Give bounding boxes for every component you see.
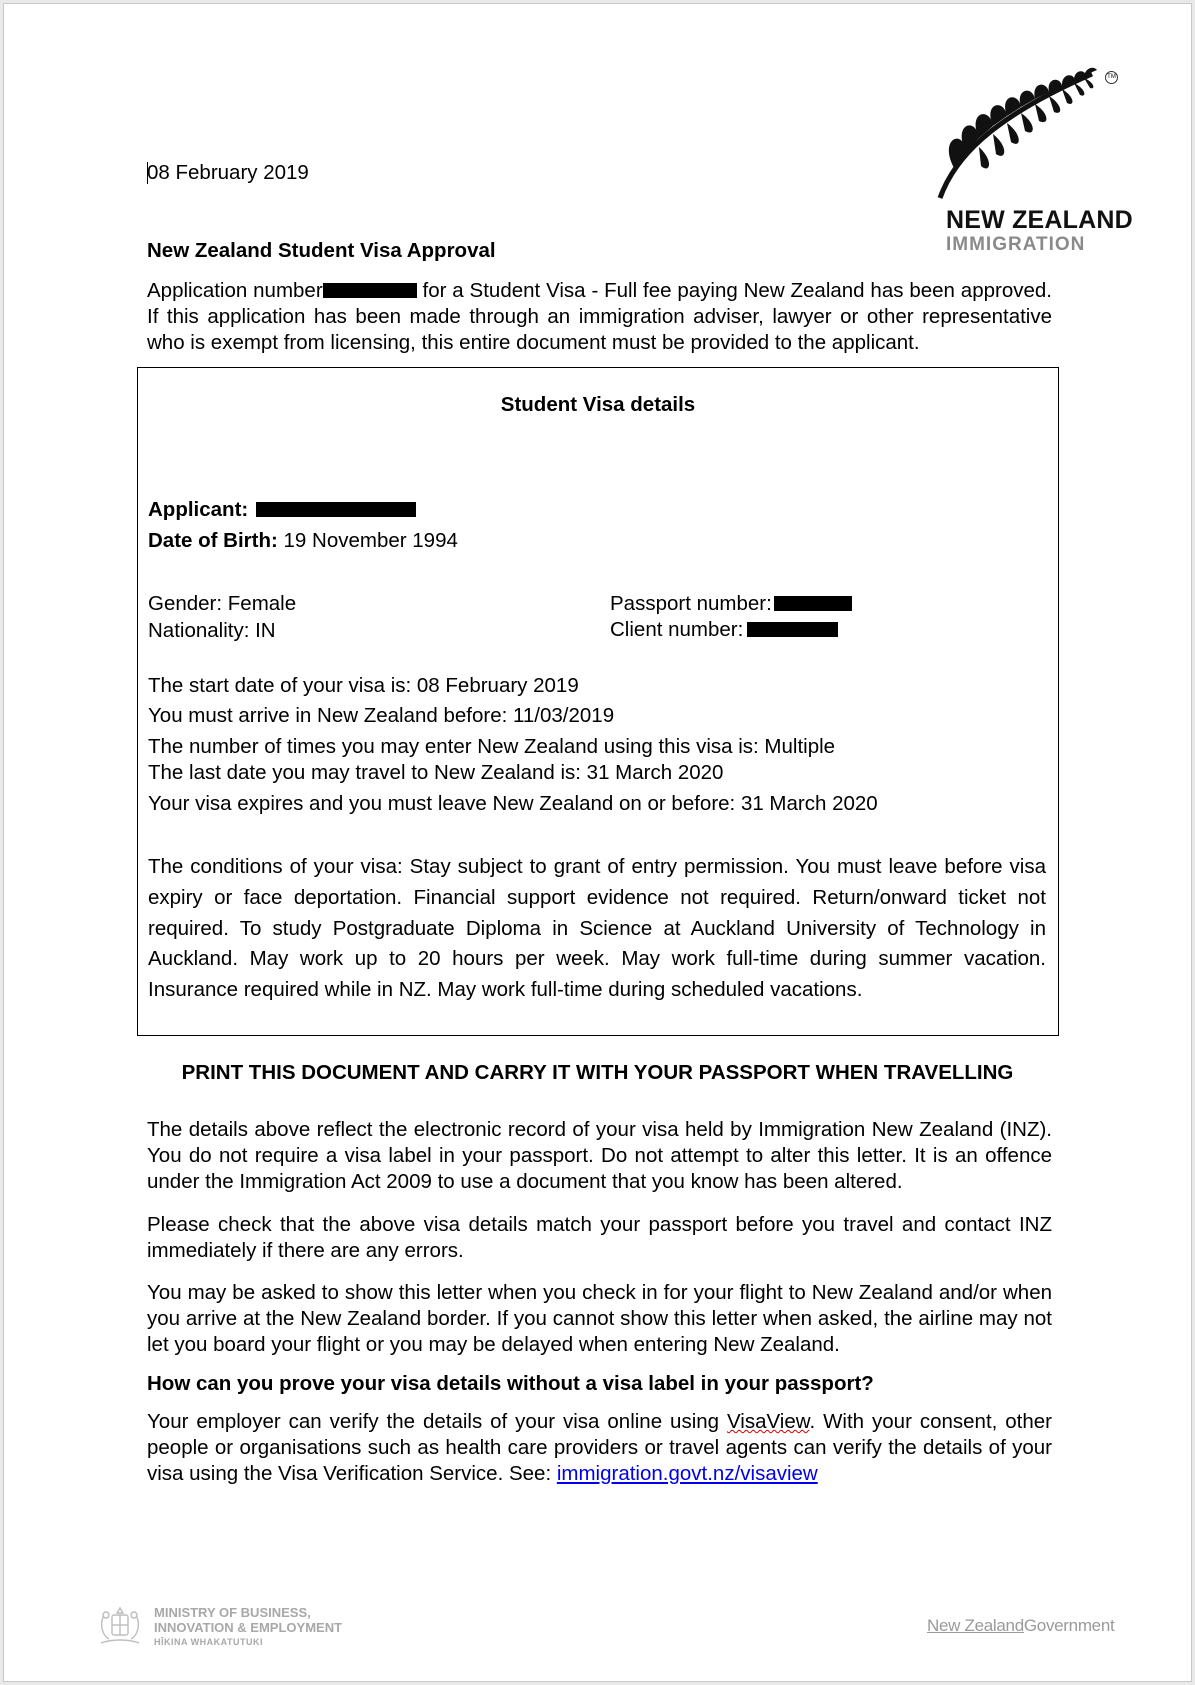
logo-subtitle: IMMIGRATION (946, 234, 1086, 255)
mbie-text (154, 1606, 342, 1650)
silver-fern-icon (934, 64, 1104, 204)
letter-date: 08 February 2019 (147, 161, 309, 184)
nz-immigration-logo (934, 64, 1134, 264)
notice-paragraph-2: Please check that the above visa details match your passport before you travel and contact INZ immediately if there are any errors. (147, 1213, 1052, 1262)
print-notice-heading: PRINT THIS DOCUMENT AND CARRY IT WITH YOUR PASSPORT WHEN TRAVELLING (181, 1061, 1014, 1084)
para4-text-a: Your employer can verify the details of your visa online using (147, 1410, 727, 1433)
redacted-applicant-name (256, 502, 416, 517)
nationality-row: Nationality: IN (148, 619, 276, 642)
para4-text-b: . With your consent, other people or organisations such as health care providers or travel agents can verify the details of your visa using the Visa Verification Service. See: (147, 1410, 1053, 1485)
gender-row: Gender: Female (148, 592, 297, 615)
coat-of-arms-icon (97, 1605, 143, 1649)
entries-row: The number of times you may enter New Zealand using this visa is: Multiple (148, 735, 836, 758)
visa-details-heading: Student Visa details (500, 393, 696, 416)
intro-text-before: Application number (147, 279, 323, 302)
arrive-before-row: You must arrive in New Zealand before: 11/03/2019 (148, 704, 615, 727)
redacted-application-number (323, 283, 417, 298)
nz-government-logo (927, 1616, 1114, 1636)
dob-value: 19 November 1994 (277, 529, 458, 552)
client-label: Client number: (610, 618, 744, 641)
notice-paragraph-3: You may be asked to show this letter when you check in for your flight to New Zealand and/or when you arrive at the New Zealand border. If you cannot show this letter when asked, the airline may not let you board your flight or you may be delayed when entering New Zealand. (147, 1281, 1052, 1356)
visa-letter-page (3, 3, 1192, 1682)
applicant-row (148, 498, 416, 522)
redacted-client-number (747, 622, 838, 637)
expiry-row: Your visa expires and you must leave New Zealand on or before: 31 March 2020 (148, 792, 878, 815)
visaview-term: VisaView (727, 1410, 810, 1433)
visaview-link[interactable]: immigration.govt.nz/visaview (556, 1462, 818, 1485)
intro-paragraph (147, 278, 1052, 356)
notice-paragraph-1: The details above reflect the electronic record of your visa held by Immigration New Zealand (INZ). You do not require a visa label in your passport. Do not attempt to alter this letter. It is an offence under the Immigration Act 2009 to use a document that you know has been altered. (147, 1118, 1052, 1193)
passport-row (610, 592, 852, 616)
logo-title: NEW ZEALAND (946, 206, 1133, 234)
proof-question-heading: How can you prove your visa details without a visa label in your passport? (147, 1372, 874, 1395)
dob-row (148, 529, 458, 553)
nzgov-part-1: New Zealand (927, 1616, 1024, 1635)
mbie-line-3: HĪKINA WHAKATUTUKI (154, 1637, 263, 1647)
visa-conditions: The conditions of your visa: Stay subject to grant of entry permission. You must leave before visa expiry or face deportation. Financial support evidence not required. Return/onward ticket not required. To study Postgraduate Diploma in Science at Auckland University of Technology in Auckland. May work up to 20 hours per week. May work full-time during summer vacation. Insurance required while in NZ. May work full-time during scheduled vacations. (148, 855, 1046, 1002)
applicant-label: Applicant: (148, 498, 249, 521)
passport-label: Passport number: (610, 592, 772, 615)
mbie-line-1: MINISTRY OF BUSINESS, (154, 1605, 311, 1620)
client-row (610, 618, 838, 642)
dob-label: Date of Birth: (148, 529, 278, 552)
last-travel-row: The last date you may travel to New Zealand is: 31 March 2020 (148, 761, 724, 784)
notice-paragraph-4 (147, 1409, 1052, 1487)
visa-details-box (137, 367, 1059, 1036)
mbie-line-2: INNOVATION & EMPLOYMENT (154, 1619, 343, 1635)
trademark-symbol: TM (1105, 71, 1118, 84)
intro-text-after: for a Student Visa - Full fee paying New Zealand has been approved. If this application has been made through an immigration adviser, lawyer or other representative who is exempt from licensing, this entire document must be provided to the applicant. (147, 279, 1052, 354)
letter-title: New Zealand Student Visa Approval (147, 239, 496, 262)
start-date-row: The start date of your visa is: 08 February 2019 (148, 674, 579, 697)
redacted-passport-number (774, 596, 852, 611)
nzgov-part-2: Government (1023, 1616, 1115, 1635)
